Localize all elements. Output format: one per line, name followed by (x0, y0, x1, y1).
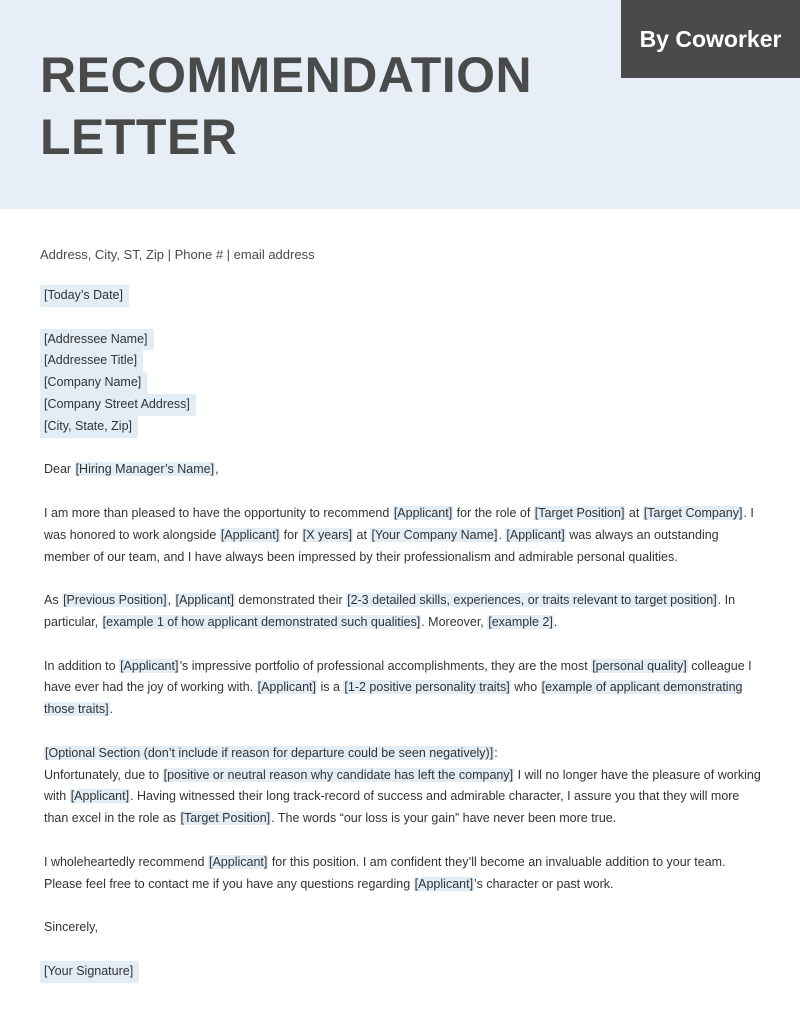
contact-line: Address, City, ST, Zip | Phone # | email address (40, 247, 315, 262)
text: As (44, 593, 63, 608)
paragraph-5 (44, 852, 766, 896)
text: . The words “our loss is your gain” have never been more true. (271, 811, 617, 826)
placeholder: [Applicant] (393, 505, 453, 520)
text: I am more than pleased to have the opportunity to recommend (44, 505, 393, 520)
text: ’s character or past work. (474, 876, 614, 891)
date-placeholder: [Today’s Date] (40, 285, 129, 307)
text: who (510, 680, 541, 695)
category-badge: By Coworker (621, 0, 800, 78)
placeholder: [Applicant] (208, 854, 268, 869)
placeholder: [Applicant] (506, 527, 565, 542)
salutation (44, 459, 766, 481)
placeholder: [personal quality] (592, 658, 687, 673)
text: was always an outstanding member of our team, and I have always been impressed by their professionalism and admirable personal qualities. (44, 527, 719, 564)
text: . Moreover, (421, 614, 488, 629)
addressee-name: [Addressee Name] (40, 329, 154, 351)
letter-body (44, 285, 766, 1004)
text: . In particular, (44, 593, 736, 629)
placeholder: [example of applicant demonstrating those traits] (44, 680, 743, 717)
placeholder: [Applicant] (220, 527, 280, 542)
placeholder: [2-3 detailed skills, experiences, or traits relevant to target position] (347, 593, 717, 608)
text: In addition to (44, 658, 120, 673)
paragraph-3 (44, 656, 766, 721)
text: for this position. I am confident they’ll become an invaluable addition to your team. Please feel free to contact me if you have any questions regarding (44, 854, 726, 891)
paragraph-2 (44, 590, 766, 634)
addressee-title: [Addressee Title] (40, 350, 143, 372)
text: demonstrated their (234, 593, 347, 608)
optional-section-note: [Optional Section (don’t include if reason for departure could be seen negatively)] (45, 745, 494, 760)
header-banner (0, 0, 800, 209)
placeholder: [Applicant] (175, 593, 234, 608)
addressee-company: [Company Name] (40, 372, 147, 394)
text: . I was honored to work alongside (44, 505, 754, 542)
text: at (625, 505, 643, 520)
placeholder: [Target Company] (643, 505, 743, 520)
text: I wholeheartedly recommend (44, 854, 208, 869)
placeholder: [example 1 of how applicant demonstrated such qualities] (102, 614, 421, 629)
addressee-city: [City, State, Zip] (40, 416, 138, 438)
text: ’s impressive portfolio of professional accomplishments, they are the most (179, 658, 592, 673)
title-line-2: LETTER (40, 109, 238, 165)
text: . (109, 702, 114, 717)
placeholder: [Target Position] (534, 505, 625, 520)
placeholder: [X years] (302, 527, 353, 542)
text: for the role of (453, 505, 534, 520)
placeholder: [positive or neutral reason why candidate has left the company] (163, 767, 514, 782)
text: colleague I have ever had the joy of working with. (44, 658, 752, 695)
salutation-name: [Hiring Manager’s Name] (75, 462, 215, 477)
text: Unfortunately, due to (44, 767, 163, 782)
salutation-suffix: , (215, 462, 219, 477)
placeholder: [example 2] (488, 614, 553, 629)
placeholder: [1-2 positive personality traits] (344, 680, 510, 695)
placeholder: [Target Position] (180, 811, 271, 826)
placeholder: [Applicant] (120, 658, 179, 673)
text: at (353, 527, 371, 542)
text: . (498, 527, 506, 542)
signature-line (44, 961, 766, 983)
placeholder: [Applicant] (257, 680, 316, 695)
salutation-prefix: Dear (44, 462, 75, 477)
placeholder: [Previous Position] (63, 593, 167, 608)
text: for (280, 527, 302, 542)
addressee-block (44, 329, 766, 438)
date-line (44, 285, 766, 307)
text: . (553, 614, 558, 629)
placeholder: [Applicant] (414, 876, 474, 891)
placeholder: [Your Company Name] (371, 527, 498, 542)
signature-placeholder: [Your Signature] (40, 961, 139, 983)
text: , (167, 593, 175, 608)
text: I will no longer have the pleasure of working with (44, 767, 761, 804)
page-title (40, 44, 532, 168)
text: . Having witnessed their long track-record of success and admirable character, I assure you that they will more than excel in the role as (44, 789, 740, 826)
paragraph-1 (44, 503, 766, 568)
text: : (494, 745, 498, 760)
title-line-1: RECOMMENDATION (40, 47, 533, 103)
closing: Sincerely, (44, 920, 98, 935)
paragraph-4 (44, 743, 766, 830)
addressee-street: [Company Street Address] (40, 394, 196, 416)
placeholder: [Applicant] (70, 789, 130, 804)
text: is a (317, 680, 344, 695)
